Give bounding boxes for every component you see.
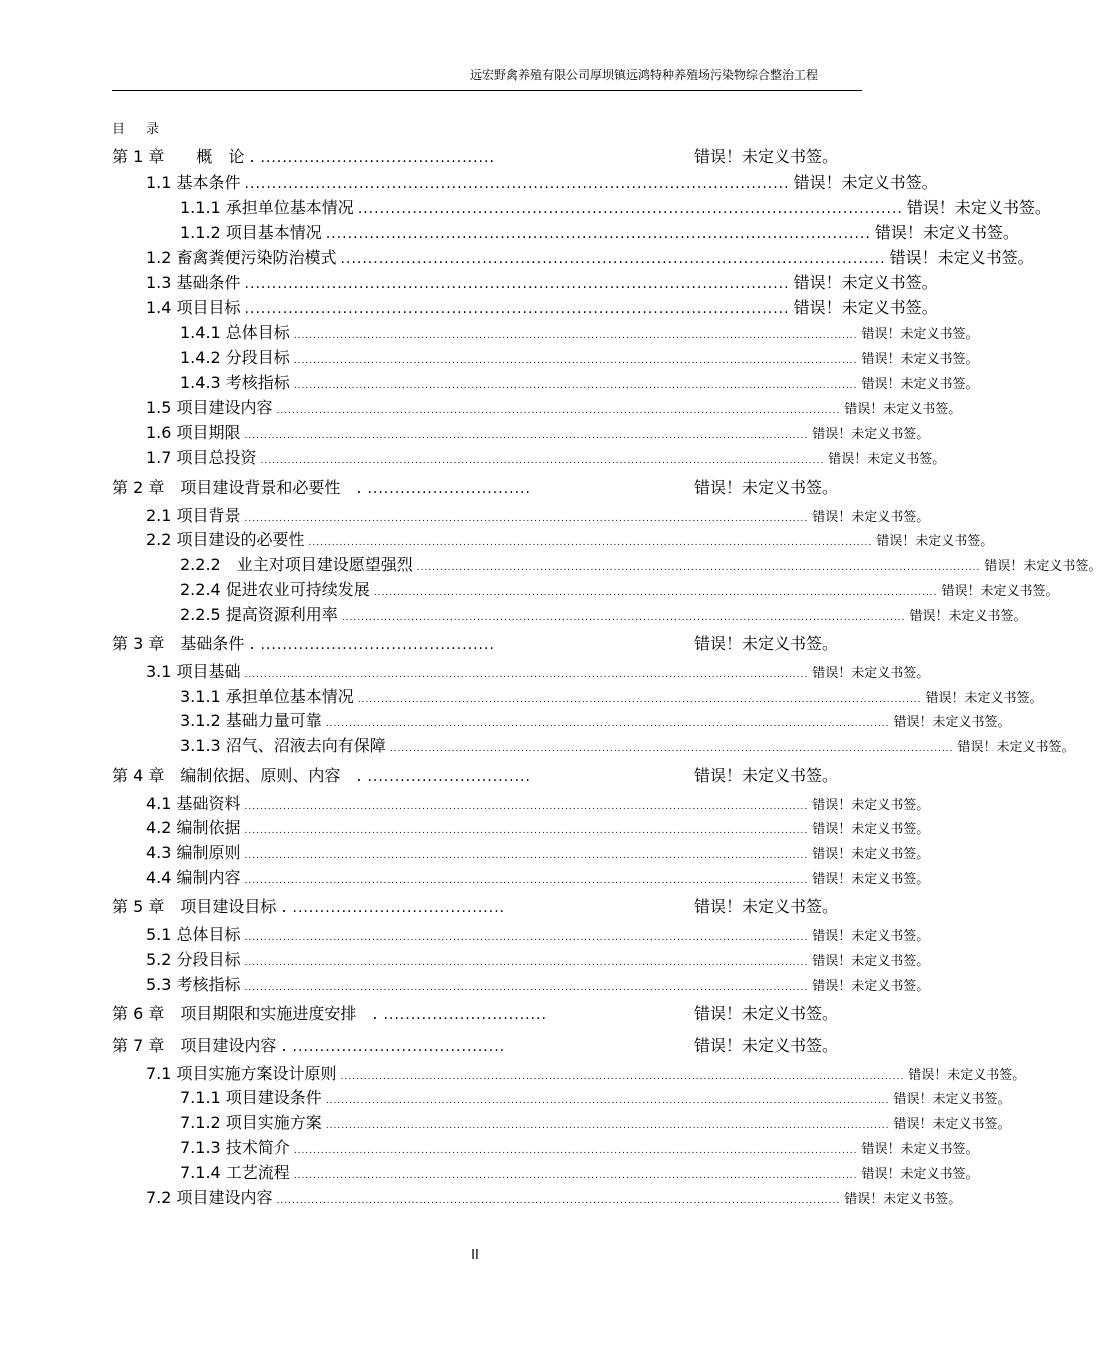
toc-entry[interactable]	[146, 527, 994, 553]
toc-entry-label: 5.3 考核指标	[146, 975, 241, 994]
toc-entry-label: 1.7 项目总投资	[146, 448, 257, 467]
toc-entry-label: 1.6 项目期限	[146, 423, 241, 442]
toc-entry-label: 第 4 章 编制依据、原则、内容 .	[112, 766, 362, 785]
toc-entry-page-ref: 错误！未定义书签。	[941, 584, 1059, 599]
toc-dot-leader: ..................................................................................................................................................	[244, 983, 809, 993]
toc-entry-page-ref: 错误！未定义书签。	[844, 402, 962, 417]
toc-dot-leader: ..................................................................................................................................................	[293, 1171, 858, 1181]
toc-dot-leader: ..................................................................................................................................................	[244, 933, 809, 943]
toc-entry-label: 第 1 章 概 论 .	[112, 147, 255, 166]
toc-entry-page-ref: 错误！未定义书签。	[793, 273, 938, 292]
toc-entry[interactable]	[146, 503, 930, 529]
toc-entry[interactable]	[146, 395, 962, 421]
toc-entry[interactable]	[146, 1061, 1026, 1087]
toc-entry-label: 1.5 项目建设内容	[146, 398, 273, 417]
toc-dot-leader: ....................................................................................................	[244, 276, 790, 292]
toc-chapter-entry[interactable]	[112, 475, 838, 501]
toc-entry-label: 4.3 编制原则	[146, 843, 241, 862]
toc-entry-page-ref: 错误！未定义书签。	[874, 223, 1019, 242]
toc-entry-page-ref: 错误！未定义书签。	[812, 798, 930, 813]
toc-entry-label: 第 2 章 项目建设背景和必要性 .	[112, 478, 362, 497]
toc-entry-page-ref: 错误！未定义书签。	[793, 298, 938, 317]
toc-entry[interactable]	[180, 370, 979, 396]
toc-entry[interactable]	[180, 345, 979, 371]
toc-entry[interactable]	[146, 972, 930, 998]
toc-entry-label: 1.4 项目目标	[146, 298, 241, 317]
toc-dot-leader: ..............................	[367, 769, 531, 785]
toc-entry-page-ref: 错误！未定义书签。	[812, 427, 930, 442]
toc-dot-leader: ..................................................................................................................................................	[276, 1196, 841, 1206]
toc-entry-label: 1.4.2 分段目标	[180, 348, 290, 367]
toc-entry-page-ref: 错误！未定义书签。	[844, 1192, 962, 1207]
toc-entry[interactable]	[180, 1135, 979, 1161]
toc-entry[interactable]	[180, 1085, 1011, 1111]
toc-entry[interactable]	[180, 552, 1101, 578]
toc-entry-label: 2.2.5 提高资源利用率	[180, 605, 338, 624]
toc-entry-page-ref: 错误！未定义书签。	[793, 173, 938, 192]
toc-entry-page-ref: 错误！未定义书签。	[906, 198, 1051, 217]
toc-entry-page-ref: 错误！未定义书签。	[812, 510, 930, 525]
toc-dot-leader: ....................................................................................................	[340, 251, 886, 267]
toc-entry[interactable]	[146, 865, 930, 891]
toc-entry-page-ref: 错误！未定义书签。	[908, 1068, 1026, 1083]
toc-entry-label: 1.2 畜禽粪便污染防治模式	[146, 248, 337, 267]
toc-entry[interactable]	[180, 733, 1075, 759]
toc-entry-page-ref: 错误！未定义书签。	[812, 666, 930, 681]
toc-entry-label: 第 5 章 项目建设目标 .	[112, 897, 287, 916]
toc-dot-leader: ..................................................................................................................................................	[308, 538, 873, 548]
toc-entry-label: 第 7 章 项目建设内容 .	[112, 1036, 287, 1055]
toc-dot-leader: ....................................................................................................	[244, 301, 790, 317]
toc-dot-leader: ...........................................	[260, 637, 495, 653]
toc-dot-leader: .......................................	[292, 1039, 506, 1055]
toc-chapter-entry[interactable]	[112, 763, 838, 789]
toc-dot-leader: ..................................................................................................................................................	[416, 563, 981, 573]
toc-entry[interactable]	[146, 659, 930, 685]
toc-dot-leader: ....................................................................................................	[357, 201, 903, 217]
toc-entry-page-ref: 错误！未定义书签。	[893, 715, 1011, 730]
toc-entry-label: 7.1.1 项目建设条件	[180, 1088, 322, 1107]
toc-entry-page-ref: 错误！未定义书签。	[812, 847, 930, 862]
toc-entry-label: 2.1 项目背景	[146, 506, 241, 525]
toc-dot-leader: ..................................................................................................................................................	[357, 695, 922, 705]
toc-entry[interactable]	[146, 420, 930, 446]
toc-entry-label: 3.1.1 承担单位基本情况	[180, 687, 354, 706]
toc-entry-page-ref: 错误！未定义书签。	[812, 954, 930, 969]
toc-entry[interactable]	[180, 577, 1059, 603]
toc-dot-leader: ..................................................................................................................................................	[325, 1121, 890, 1131]
toc-entry-page-ref: 错误！未定义书签。	[693, 1004, 838, 1023]
toc-entry-label: 4.1 基础资料	[146, 794, 241, 813]
toc-entry-label: 第 6 章 项目期限和实施进度安排 .	[112, 1004, 378, 1023]
toc-entry-page-ref: 错误！未定义书签。	[812, 822, 930, 837]
toc-entry[interactable]	[146, 270, 938, 296]
toc-entry-page-ref: 错误！未定义书签。	[957, 740, 1075, 755]
toc-entry-page-ref: 错误！未定义书签。	[861, 1142, 979, 1157]
toc-entry[interactable]	[180, 602, 1027, 628]
toc-entry-label: 7.2 项目建设内容	[146, 1188, 273, 1207]
toc-entry-label: 2.2 项目建设的必要性	[146, 530, 305, 549]
toc-entry[interactable]	[146, 922, 930, 948]
toc-entry-page-ref: 错误！未定义书签。	[909, 609, 1027, 624]
toc-entry-label: 第 3 章 基础条件 .	[112, 634, 255, 653]
toc-entry[interactable]	[180, 1160, 979, 1186]
toc-dot-leader: ..............................	[383, 1007, 547, 1023]
toc-entry-page-ref: 错误！未定义书签。	[812, 929, 930, 944]
page-number: II	[471, 1248, 479, 1263]
toc-chapter-entry[interactable]	[112, 894, 838, 920]
toc-dot-leader: ..................................................................................................................................................	[341, 613, 906, 623]
toc-entry[interactable]	[180, 220, 1019, 246]
toc-entry[interactable]	[180, 1110, 1011, 1136]
toc-dot-leader: ....................................................................................................	[325, 226, 871, 242]
toc-entry[interactable]	[146, 947, 930, 973]
toc-entry-label: 1.1.2 项目基本情况	[180, 223, 322, 242]
toc-entry-label: 3.1.3 沼气、沼液去向有保障	[180, 736, 386, 755]
toc-entry-page-ref: 错误！未定义书签。	[812, 872, 930, 887]
toc-entry-page-ref: 错误！未定义书签。	[893, 1092, 1011, 1107]
toc-entry-page-ref: 错误！未定义书签。	[889, 248, 1034, 267]
toc-dot-leader: ..................................................................................................................................................	[389, 744, 954, 754]
toc-dot-leader: ..................................................................................................................................................	[260, 456, 825, 466]
toc-entry-label: 5.1 总体目标	[146, 925, 241, 944]
toc-dot-leader: ..................................................................................................................................................	[276, 406, 841, 416]
toc-entry-page-ref: 错误！未定义书签。	[876, 534, 994, 549]
toc-entry-page-ref: 错误！未定义书签。	[861, 1167, 979, 1182]
toc-chapter-entry[interactable]	[112, 631, 838, 657]
toc-dot-leader: ..................................................................................................................................................	[325, 719, 890, 729]
toc-entry[interactable]	[180, 708, 1011, 734]
toc-entry[interactable]	[146, 815, 930, 841]
toc-entry[interactable]	[146, 245, 1034, 271]
toc-chapter-entry[interactable]	[112, 1001, 838, 1027]
toc-entry-page-ref: 错误！未定义书签。	[828, 452, 946, 467]
toc-dot-leader: ...........................................	[260, 150, 495, 166]
toc-entry-label: 7.1.2 项目实施方案	[180, 1113, 322, 1132]
toc-dot-leader: ..................................................................................................................................................	[373, 588, 938, 598]
toc-entry-page-ref: 错误！未定义书签。	[893, 1117, 1011, 1132]
toc-entry-label: 3.1 项目基础	[146, 662, 241, 681]
toc-entry-page-ref: 错误！未定义书签。	[693, 766, 838, 785]
toc-heading: 目 录	[112, 122, 164, 137]
toc-dot-leader: ..................................................................................................................................................	[244, 431, 809, 441]
toc-entry-label: 5.2 分段目标	[146, 950, 241, 969]
toc-entry-label: 3.1.2 基础力量可靠	[180, 711, 322, 730]
toc-chapter-entry[interactable]	[112, 144, 838, 170]
toc-dot-leader: ..................................................................................................................................................	[340, 1072, 905, 1082]
toc-entry[interactable]	[146, 295, 938, 321]
toc-dot-leader: ..................................................................................................................................................	[244, 802, 809, 812]
toc-dot-leader: ..................................................................................................................................................	[325, 1096, 890, 1106]
toc-entry[interactable]	[146, 445, 946, 471]
toc-entry[interactable]	[180, 195, 1051, 221]
toc-chapter-entry[interactable]	[112, 1033, 838, 1059]
toc-dot-leader: ..................................................................................................................................................	[244, 958, 809, 968]
toc-entry-page-ref: 错误！未定义书签。	[693, 897, 838, 916]
toc-entry-page-ref: 错误！未定义书签。	[693, 478, 838, 497]
toc-dot-leader: ..................................................................................................................................................	[293, 331, 858, 341]
toc-entry-label: 1.1.1 承担单位基本情况	[180, 198, 354, 217]
toc-entry-page-ref: 错误！未定义书签。	[861, 352, 979, 367]
toc-dot-leader: ..................................................................................................................................................	[244, 876, 809, 886]
toc-entry-label: 2.2.2 业主对项目建设愿望强烈	[180, 555, 413, 574]
toc-dot-leader: ..................................................................................................................................................	[293, 381, 858, 391]
toc-entry-label: 2.2.4 促进农业可持续发展	[180, 580, 370, 599]
toc-entry-page-ref: 错误！未定义书签。	[812, 979, 930, 994]
toc-entry[interactable]	[180, 320, 979, 346]
toc-dot-leader: ..............................	[367, 481, 531, 497]
toc-entry-label: 1.3 基础条件	[146, 273, 241, 292]
toc-dot-leader: ....................................................................................................	[244, 176, 790, 192]
toc-entry-page-ref: 错误！未定义书签。	[925, 691, 1043, 706]
toc-entry-page-ref: 错误！未定义书签。	[861, 327, 979, 342]
toc-entry[interactable]	[146, 1185, 962, 1211]
toc-entry[interactable]	[146, 840, 930, 866]
toc-dot-leader: ..................................................................................................................................................	[244, 670, 809, 680]
toc-entry-label: 4.4 编制内容	[146, 868, 241, 887]
toc-entry-label: 1.1 基本条件	[146, 173, 241, 192]
toc-dot-leader: ..................................................................................................................................................	[244, 514, 809, 524]
toc-dot-leader: ..................................................................................................................................................	[293, 1146, 858, 1156]
toc-entry-label: 7.1.4 工艺流程	[180, 1163, 290, 1182]
toc-entry-label: 1.4.1 总体目标	[180, 323, 290, 342]
toc-entry-page-ref: 错误！未定义书签。	[693, 634, 838, 653]
toc-entry-page-ref: 错误！未定义书签。	[693, 147, 838, 166]
toc-entry[interactable]	[180, 684, 1043, 710]
toc-dot-leader: .......................................	[292, 900, 506, 916]
toc-dot-leader: ..................................................................................................................................................	[293, 356, 858, 366]
toc-dot-leader: ..................................................................................................................................................	[244, 851, 809, 861]
toc-dot-leader: ..................................................................................................................................................	[244, 826, 809, 836]
toc-entry-page-ref: 错误！未定义书签。	[693, 1036, 838, 1055]
toc-entry-page-ref: 错误！未定义书签。	[861, 377, 979, 392]
running-header-title: 远宏野禽养殖有限公司厚坝镇远鸿特种养殖场污染物综合整治工程	[469, 68, 818, 82]
toc-entry-label: 1.4.3 考核指标	[180, 373, 290, 392]
toc-entry[interactable]	[146, 170, 938, 196]
toc-entry-label: 4.2 编制依据	[146, 818, 241, 837]
toc-entry-page-ref: 错误！未定义书签。	[984, 559, 1101, 574]
toc-entry-label: 7.1 项目实施方案设计原则	[146, 1064, 337, 1083]
toc-entry[interactable]	[146, 791, 930, 817]
toc-entry-label: 7.1.3 技术简介	[180, 1138, 290, 1157]
